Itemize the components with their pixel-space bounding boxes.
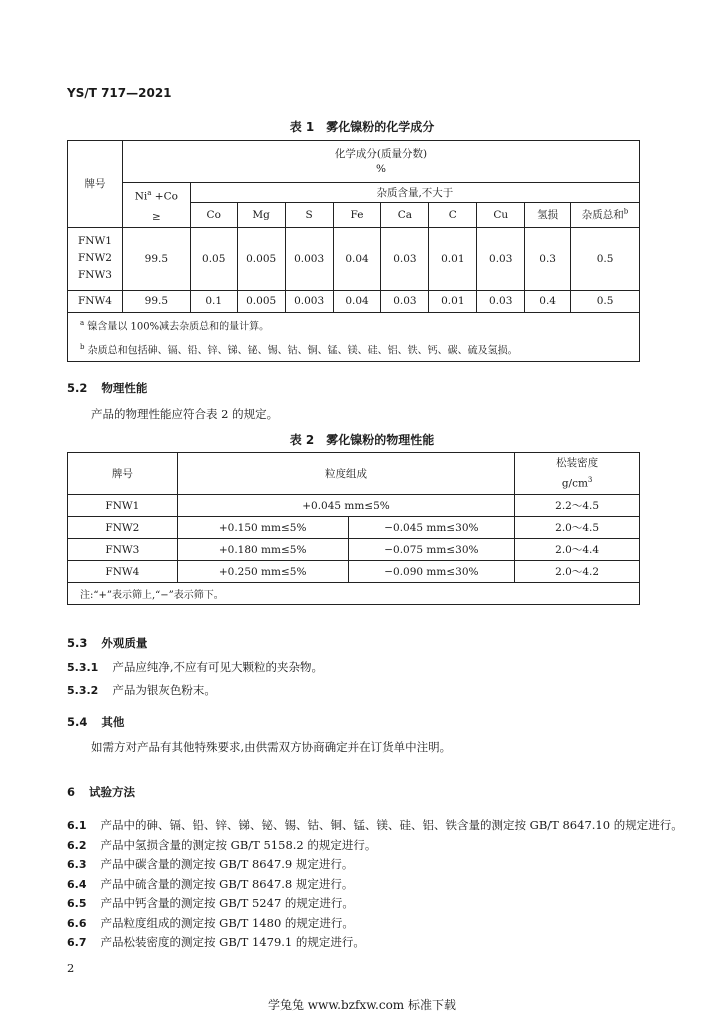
value-cell: 0.04 [333,290,381,312]
t2-density-header: 松装密度 $g/cm^3$ [515,453,640,495]
value-cell: 0.005 [237,290,285,312]
density-cell: 2.0～4.2 [515,561,640,583]
brand-cell: FNW1 FNW2 FNW3 [68,227,123,290]
value-cell: 0.01 [429,290,477,312]
t1-col-header: Cu [477,203,525,227]
note-a: $^a$ 镍含量以 100%减去杂质总和的量计算。 [80,318,270,332]
section-5-3-2: 5.3.2 产品为银灰色粉末。 [67,683,216,697]
section-6-item: 6.7 产品松装密度的测定按 GB/T 1479.1 的规定进行。 [67,935,365,949]
t2-size-header: 粒度组成 [177,453,514,495]
section-6-item: 6.3 产品中碳含量的测定按 GB/T 8647.9 规定进行。 [67,857,354,871]
size-plus-cell: +0.180 mm≤5% [177,539,348,561]
section-6-item: 6.6 产品粒度组成的测定按 GB/T 1480 的规定进行。 [67,915,354,930]
table-row [68,539,640,561]
t1-col-header: Fe [333,203,381,227]
table1-caption: 表 1 雾化镍粉的化学成分 [289,120,435,134]
ni-header: $Ni^a +Co$ ≥ [122,183,190,228]
t1-col-header: 氢损 [525,203,571,227]
value-cell: 0.4 [525,290,571,312]
section-6-item: 6.1 产品中的砷、镉、铅、锌、锑、铋、锡、钴、铜、锰、镁、硅、铝、铁含量的测定按 GB/T 8647.10 的规定进行。 [67,818,683,832]
brand-cell: FNW4 [68,561,178,583]
density-cell: 2.0～4.5 [515,517,640,539]
t1-total-header: 杂质总和$^b$ [571,203,640,227]
t1-col-header: Mg [237,203,285,227]
t1-col-header: S [285,203,333,227]
size-plus-cell: +0.045 mm≤5% [177,495,514,517]
density-cell: 2.2～4.5 [515,495,640,517]
table-row [68,517,640,539]
section-6-heading: 6 试验方法 [67,785,136,799]
chem-header: 化学成分(质量分数) % [122,141,639,183]
t1-col-header: C [429,203,477,227]
section-5-4-heading: 5.4 其他 [67,715,125,729]
section-5-3-heading: 5.3 外观质量 [67,636,148,650]
table-row [68,227,640,290]
value-cell: 0.03 [477,227,525,290]
table-row [68,495,640,517]
impurity-header: 杂质含量,不大于 [190,183,639,203]
size-minus-cell: −0.075 mm≤30% [348,539,515,561]
table2-caption: 表 2 雾化镍粉的物理性能 [289,433,435,447]
section-5-2-heading: 5.2 物理性能 [67,381,148,395]
table-row [68,561,640,583]
size-plus-cell: +0.150 mm≤5% [177,517,348,539]
value-cell: 0.03 [381,290,429,312]
standard-number: YS/T 717—2021 [67,86,172,100]
table2-note: 注:“+”表示筛上,“−”表示筛下。 [68,583,640,605]
footer-watermark: 学兔兔 www.bzfxw.com 标准下载 [267,998,457,1012]
value-cell: 0.005 [237,227,285,290]
section-5-2-text: 产品的物理性能应符合表 2 的规定。 [91,407,279,421]
value-cell: 0.1 [190,290,237,312]
brand-cell: FNW2 [68,517,178,539]
value-cell: 0.03 [477,290,525,312]
brand-cell: FNW3 [68,539,178,561]
size-minus-cell: −0.045 mm≤30% [348,517,515,539]
section-5-3-1: 5.3.1 产品应纯净,不应有可见大颗粒的夹杂物。 [67,660,323,674]
ni-cell: 99.5 [122,290,190,312]
section-6-item: 6.4 产品中硫含量的测定按 GB/T 8647.8 规定进行。 [67,876,354,891]
value-cell: 0.05 [190,227,237,290]
note-b: $^b$ 杂质总和包括砷、镉、铅、锌、锑、铋、锡、钴、铜、锰、镁、硅、铝、铁、钙、碳、硫及氢损。 [80,342,518,357]
t2-brand-header: 牌号 [68,453,178,495]
t1-col-header: Ca [381,203,429,227]
value-cell: 0.3 [525,227,571,290]
section-5-4-text: 如需方对产品有其他特殊要求,由供需双方协商确定并在订货单中注明。 [91,740,452,754]
section-6-item: 6.5 产品中钙含量的测定按 GB/T 5247 的规定进行。 [67,896,354,910]
density-cell: 2.0～4.4 [515,539,640,561]
chemical-composition-table [67,140,640,362]
ni-cell: 99.5 [122,227,190,290]
value-cell: 0.003 [285,227,333,290]
brand-cell: FNW4 [68,290,123,312]
physical-properties-table [67,452,640,605]
total-cell: 0.5 [571,290,640,312]
t1-col-header: Co [190,203,237,227]
section-6-item: 6.2 产品中氢损含量的测定按 GB/T 5158.2 的规定进行。 [67,837,377,852]
table-row [68,290,640,312]
size-minus-cell: −0.090 mm≤30% [348,561,515,583]
table1-notes [68,312,640,362]
brand-cell: FNW1 [68,495,178,517]
page-number: 2 [67,961,75,975]
value-cell: 0.01 [429,227,477,290]
value-cell: 0.003 [285,290,333,312]
value-cell: 0.03 [381,227,429,290]
size-plus-cell: +0.250 mm≤5% [177,561,348,583]
value-cell: 0.04 [333,227,381,290]
brand-header: 牌号 [68,141,123,228]
total-cell: 0.5 [571,227,640,290]
